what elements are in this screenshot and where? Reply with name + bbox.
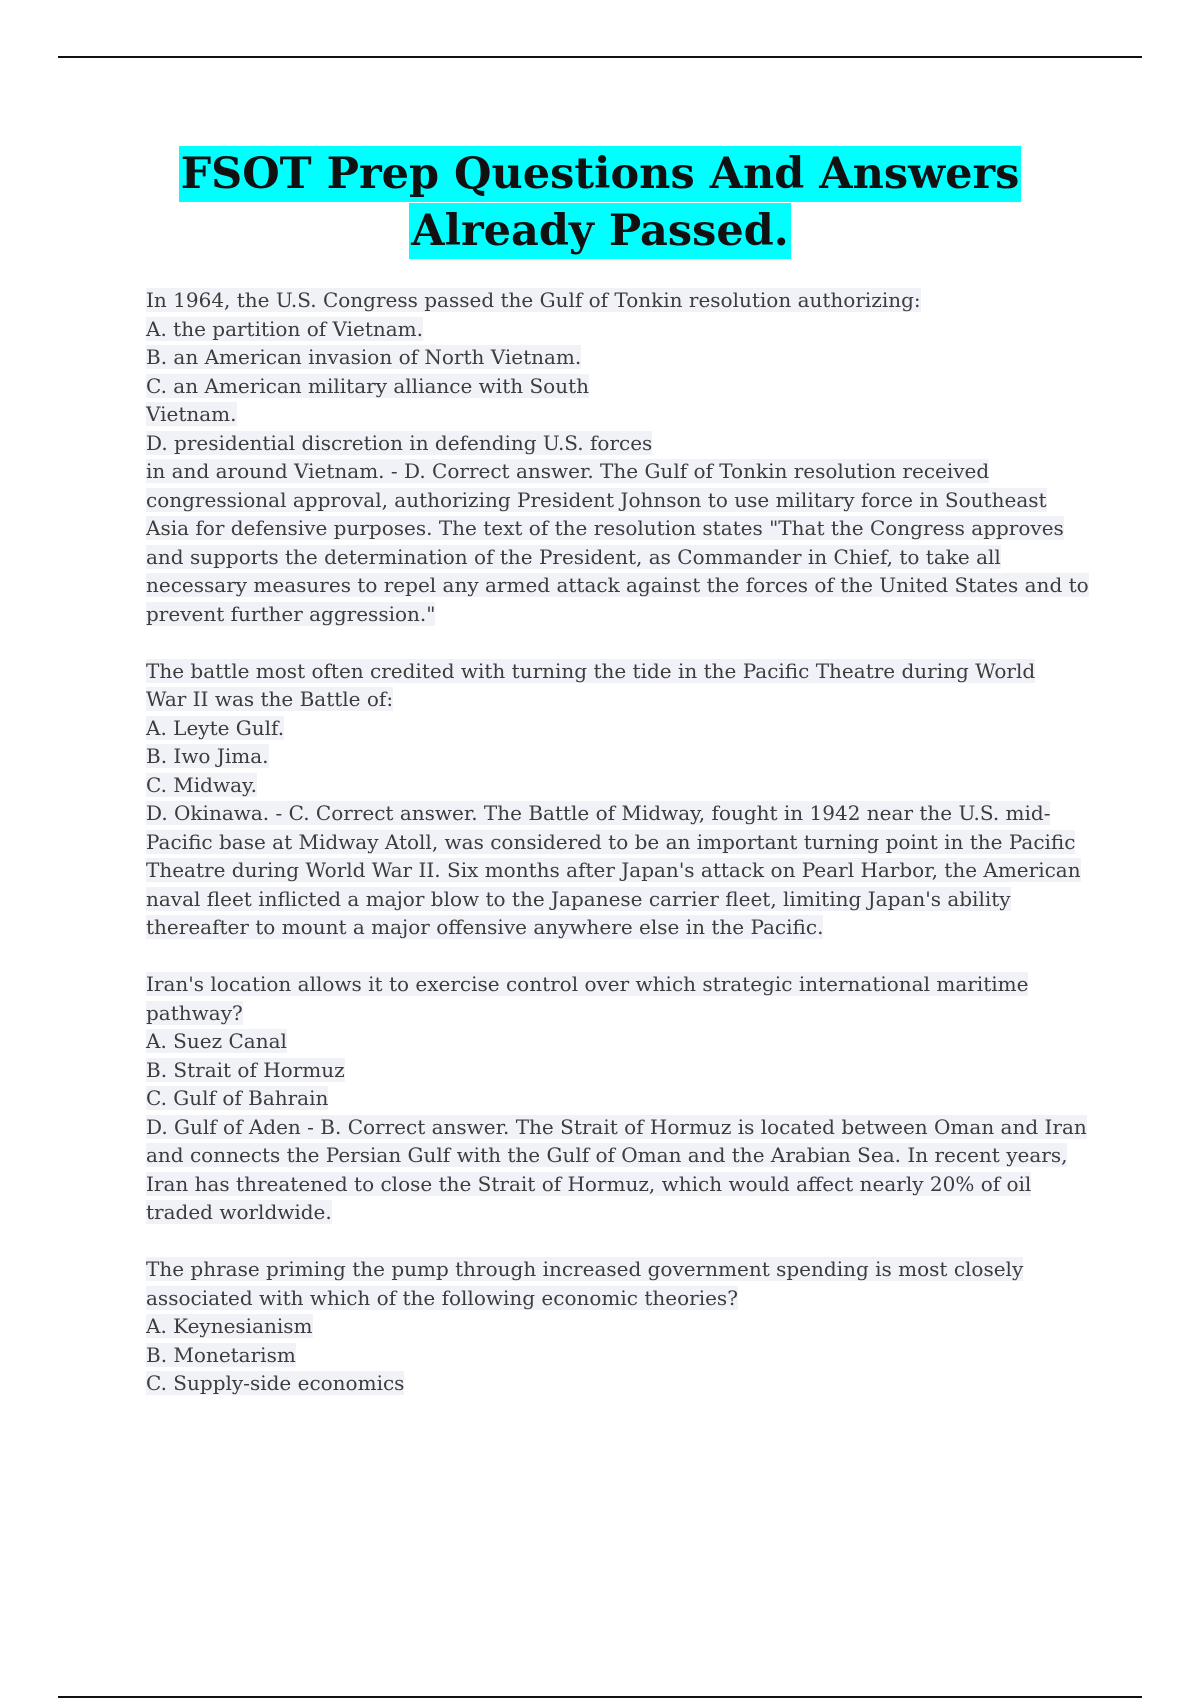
text-line: B. Iwo Jima.: [146, 744, 269, 768]
text-line: The phrase priming the pump through increased government spending is most closely: [146, 1257, 1024, 1281]
document-body: [146, 286, 1096, 1398]
text-line: Theatre during World War II. Six months after Japan's attack on Pearl Harbor, the American: [146, 858, 1081, 882]
paragraph-gap: [146, 1227, 1096, 1256]
text-line: B. Monetarism: [146, 1342, 296, 1367]
text-line: necessary measures to repel any armed attack against the forces of the United States and to: [146, 573, 1089, 597]
text-line: The battle most often credited with turning the tide in the Pacific Theatre during World: [146, 658, 1036, 683]
text-line: Asia for defensive purposes. The text of the resolution states "That the Congress approves: [146, 516, 1064, 540]
text-line: D. Gulf of Aden - B. Correct answer. The Strait of Hormuz is located between Oman and Iran: [146, 1114, 1087, 1139]
title-line-1: FSOT Prep Questions And Answers: [179, 146, 1022, 202]
text-line: B. Strait of Hormuz: [146, 1057, 345, 1082]
paragraph-gap: [146, 628, 1096, 657]
text-line: A. Suez Canal: [146, 1029, 287, 1053]
text-line: congressional approval, authorizing President Johnson to use military force in Southeast: [146, 487, 1047, 512]
text-line: Vietnam.: [146, 402, 237, 426]
text-line: in and around Vietnam. - D. Correct answer. The Gulf of Tonkin resolution received: [146, 459, 990, 483]
text-line: C. Midway.: [146, 772, 258, 797]
text-line: naval fleet inflicted a major blow to the Japanese carrier fleet, limiting Japan's ability: [146, 886, 1011, 911]
text-line: B. an American invasion of North Vietnam.: [146, 345, 582, 369]
bottom-rule: [58, 1696, 1142, 1698]
text-line: C. an American military alliance with South: [146, 373, 590, 398]
text-line: prevent further aggression.": [146, 601, 436, 626]
text-line: and supports the determination of the President, as Commander in Chief, to take all: [146, 544, 1001, 569]
text-line: C. Gulf of Bahrain: [146, 1086, 329, 1110]
title-line-2: Already Passed.: [409, 203, 790, 259]
text-line: Pacific base at Midway Atoll, was considered to be an important turning point in the Pacific: [146, 829, 1076, 854]
question-block-3: [146, 970, 1096, 1227]
text-line: In 1964, the U.S. Congress passed the Gulf of Tonkin resolution authorizing:: [146, 288, 921, 312]
question-block-1: [146, 286, 1096, 628]
question-block-4: [146, 1255, 1096, 1398]
text-line: War II was the Battle of:: [146, 687, 394, 711]
document-title: [0, 146, 1200, 260]
text-line: traded worldwide.: [146, 1200, 332, 1224]
text-line: thereafter to mount a major offensive anywhere else in the Pacific.: [146, 915, 824, 939]
text-line: pathway?: [146, 1000, 243, 1025]
text-line: Iran has threatened to close the Strait of Hormuz, which would affect nearly 20% of oil: [146, 1171, 1032, 1196]
top-rule: [58, 56, 1142, 58]
text-line: associated with which of the following economic theories?: [146, 1285, 738, 1310]
text-line: D. presidential discretion in defending U.S. forces: [146, 430, 653, 455]
paragraph-gap: [146, 942, 1096, 971]
text-line: C. Supply-side economics: [146, 1371, 405, 1395]
text-line: D. Okinawa. - C. Correct answer. The Battle of Midway, fought in 1942 near the U.S. mid-: [146, 801, 1051, 825]
text-line: A. the partition of Vietnam.: [146, 316, 423, 341]
text-line: A. Leyte Gulf.: [146, 715, 285, 740]
text-line: Iran's location allows it to exercise control over which strategic international maritime: [146, 972, 1029, 996]
question-block-2: [146, 657, 1096, 942]
text-line: and connects the Persian Gulf with the Gulf of Oman and the Arabian Sea. In recent years,: [146, 1143, 1068, 1167]
text-line: A. Keynesianism: [146, 1314, 313, 1338]
